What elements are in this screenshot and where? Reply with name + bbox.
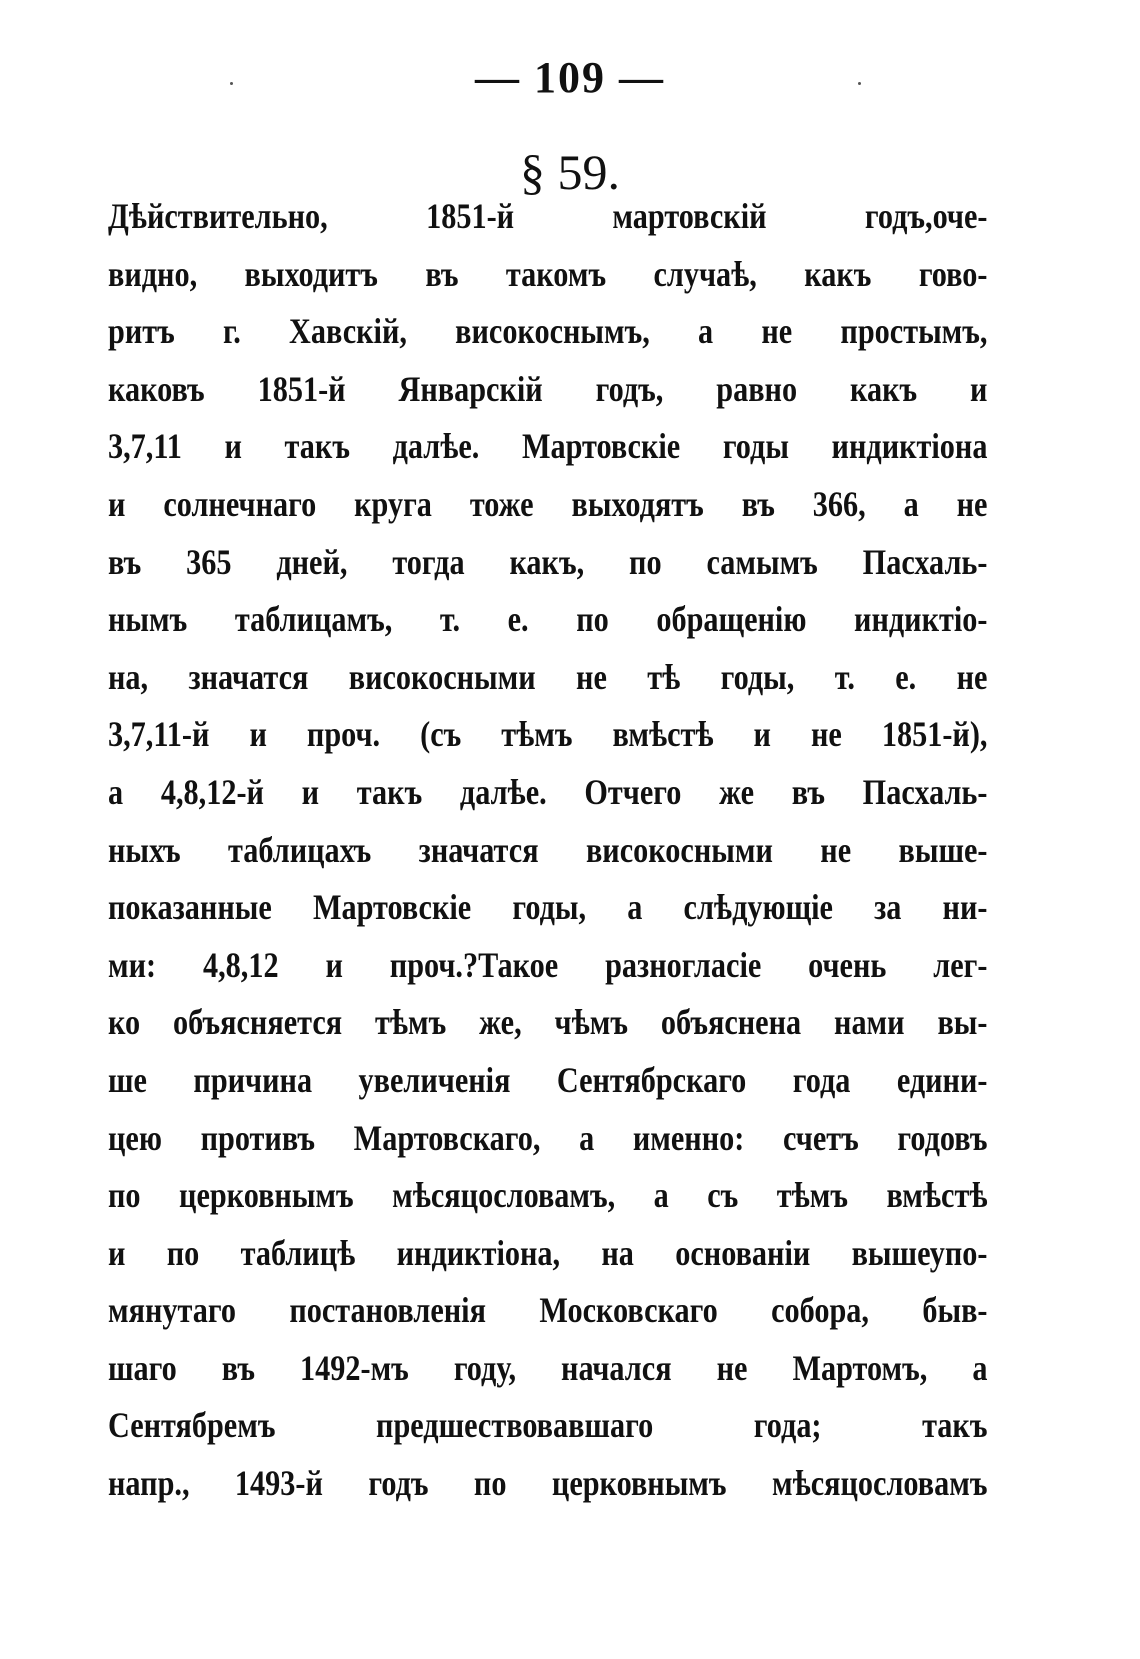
text-line: а 4,8,12-й и такъ далѣе. Отчего же въ Пасхаль- bbox=[108, 771, 988, 812]
text-line: шаго въ 1492-мъ году, начался не Мартомъ, а bbox=[108, 1347, 988, 1388]
text-line: Дѣйствительно, 1851-й мартовскій годъ,оче- bbox=[108, 196, 988, 236]
text-line: ми: 4,8,12 и проч.?Такое разногласіе очень лег- bbox=[108, 944, 988, 985]
page-number: — 109 — bbox=[475, 53, 665, 102]
text-line: Сентябремъ предшествовавшаго года; такъ bbox=[108, 1405, 988, 1446]
text-line: ритъ г. Хавскій, високоснымъ, а не простымъ, bbox=[108, 311, 988, 352]
text-line: цею противъ Мартовскаго, а именно: счетъ годовъ bbox=[108, 1117, 988, 1158]
text-line: ныхъ таблицахъ значатся високосными не выше- bbox=[108, 829, 988, 870]
text-line: видно, выходитъ въ такомъ случаѣ, какъ гово- bbox=[108, 253, 988, 294]
text-line: въ 365 дней, тогда какъ, по самымъ Пасхаль- bbox=[108, 541, 988, 582]
section-heading: § 59. bbox=[520, 144, 620, 200]
body-text bbox=[108, 188, 988, 1513]
text-line: 3,7,11-й и проч. (съ тѣмъ вмѣстѣ и не 1851-й), bbox=[108, 714, 988, 755]
text-line: напр., 1493-й годъ по церковнымъ мѣсяцословамъ bbox=[108, 1463, 988, 1504]
text-line: и солнечнаго круга тоже выходятъ въ 366, а не bbox=[108, 483, 988, 524]
text-line: мянутаго постановленія Московскаго собора, быв- bbox=[108, 1290, 988, 1331]
text-line: каковъ 1851-й Январскій годъ, равно какъ и bbox=[108, 368, 988, 409]
text-line: нымъ таблицамъ, т. е. по обращенію индиктіо- bbox=[108, 599, 988, 640]
text-line: по церковнымъ мѣсяцословамъ, а съ тѣмъ вмѣстѣ bbox=[108, 1175, 988, 1216]
text-line: 3,7,11 и такъ далѣе. Мартовскіе годы индиктіона bbox=[108, 426, 988, 467]
text-line: на, значатся високосными не тѣ годы, т. е. не bbox=[108, 656, 988, 697]
text-line: ше причина увеличенія Сентябрскаго года едини- bbox=[108, 1059, 988, 1100]
text-line: ко объясняется тѣмъ же, чѣмъ объяснена нами вы- bbox=[108, 1002, 988, 1043]
text-line: показанные Мартовскіе годы, а слѣдующіе за ни- bbox=[108, 887, 988, 928]
text-line: и по таблицѣ индиктіона, на основаніи вышеупо- bbox=[108, 1232, 988, 1273]
